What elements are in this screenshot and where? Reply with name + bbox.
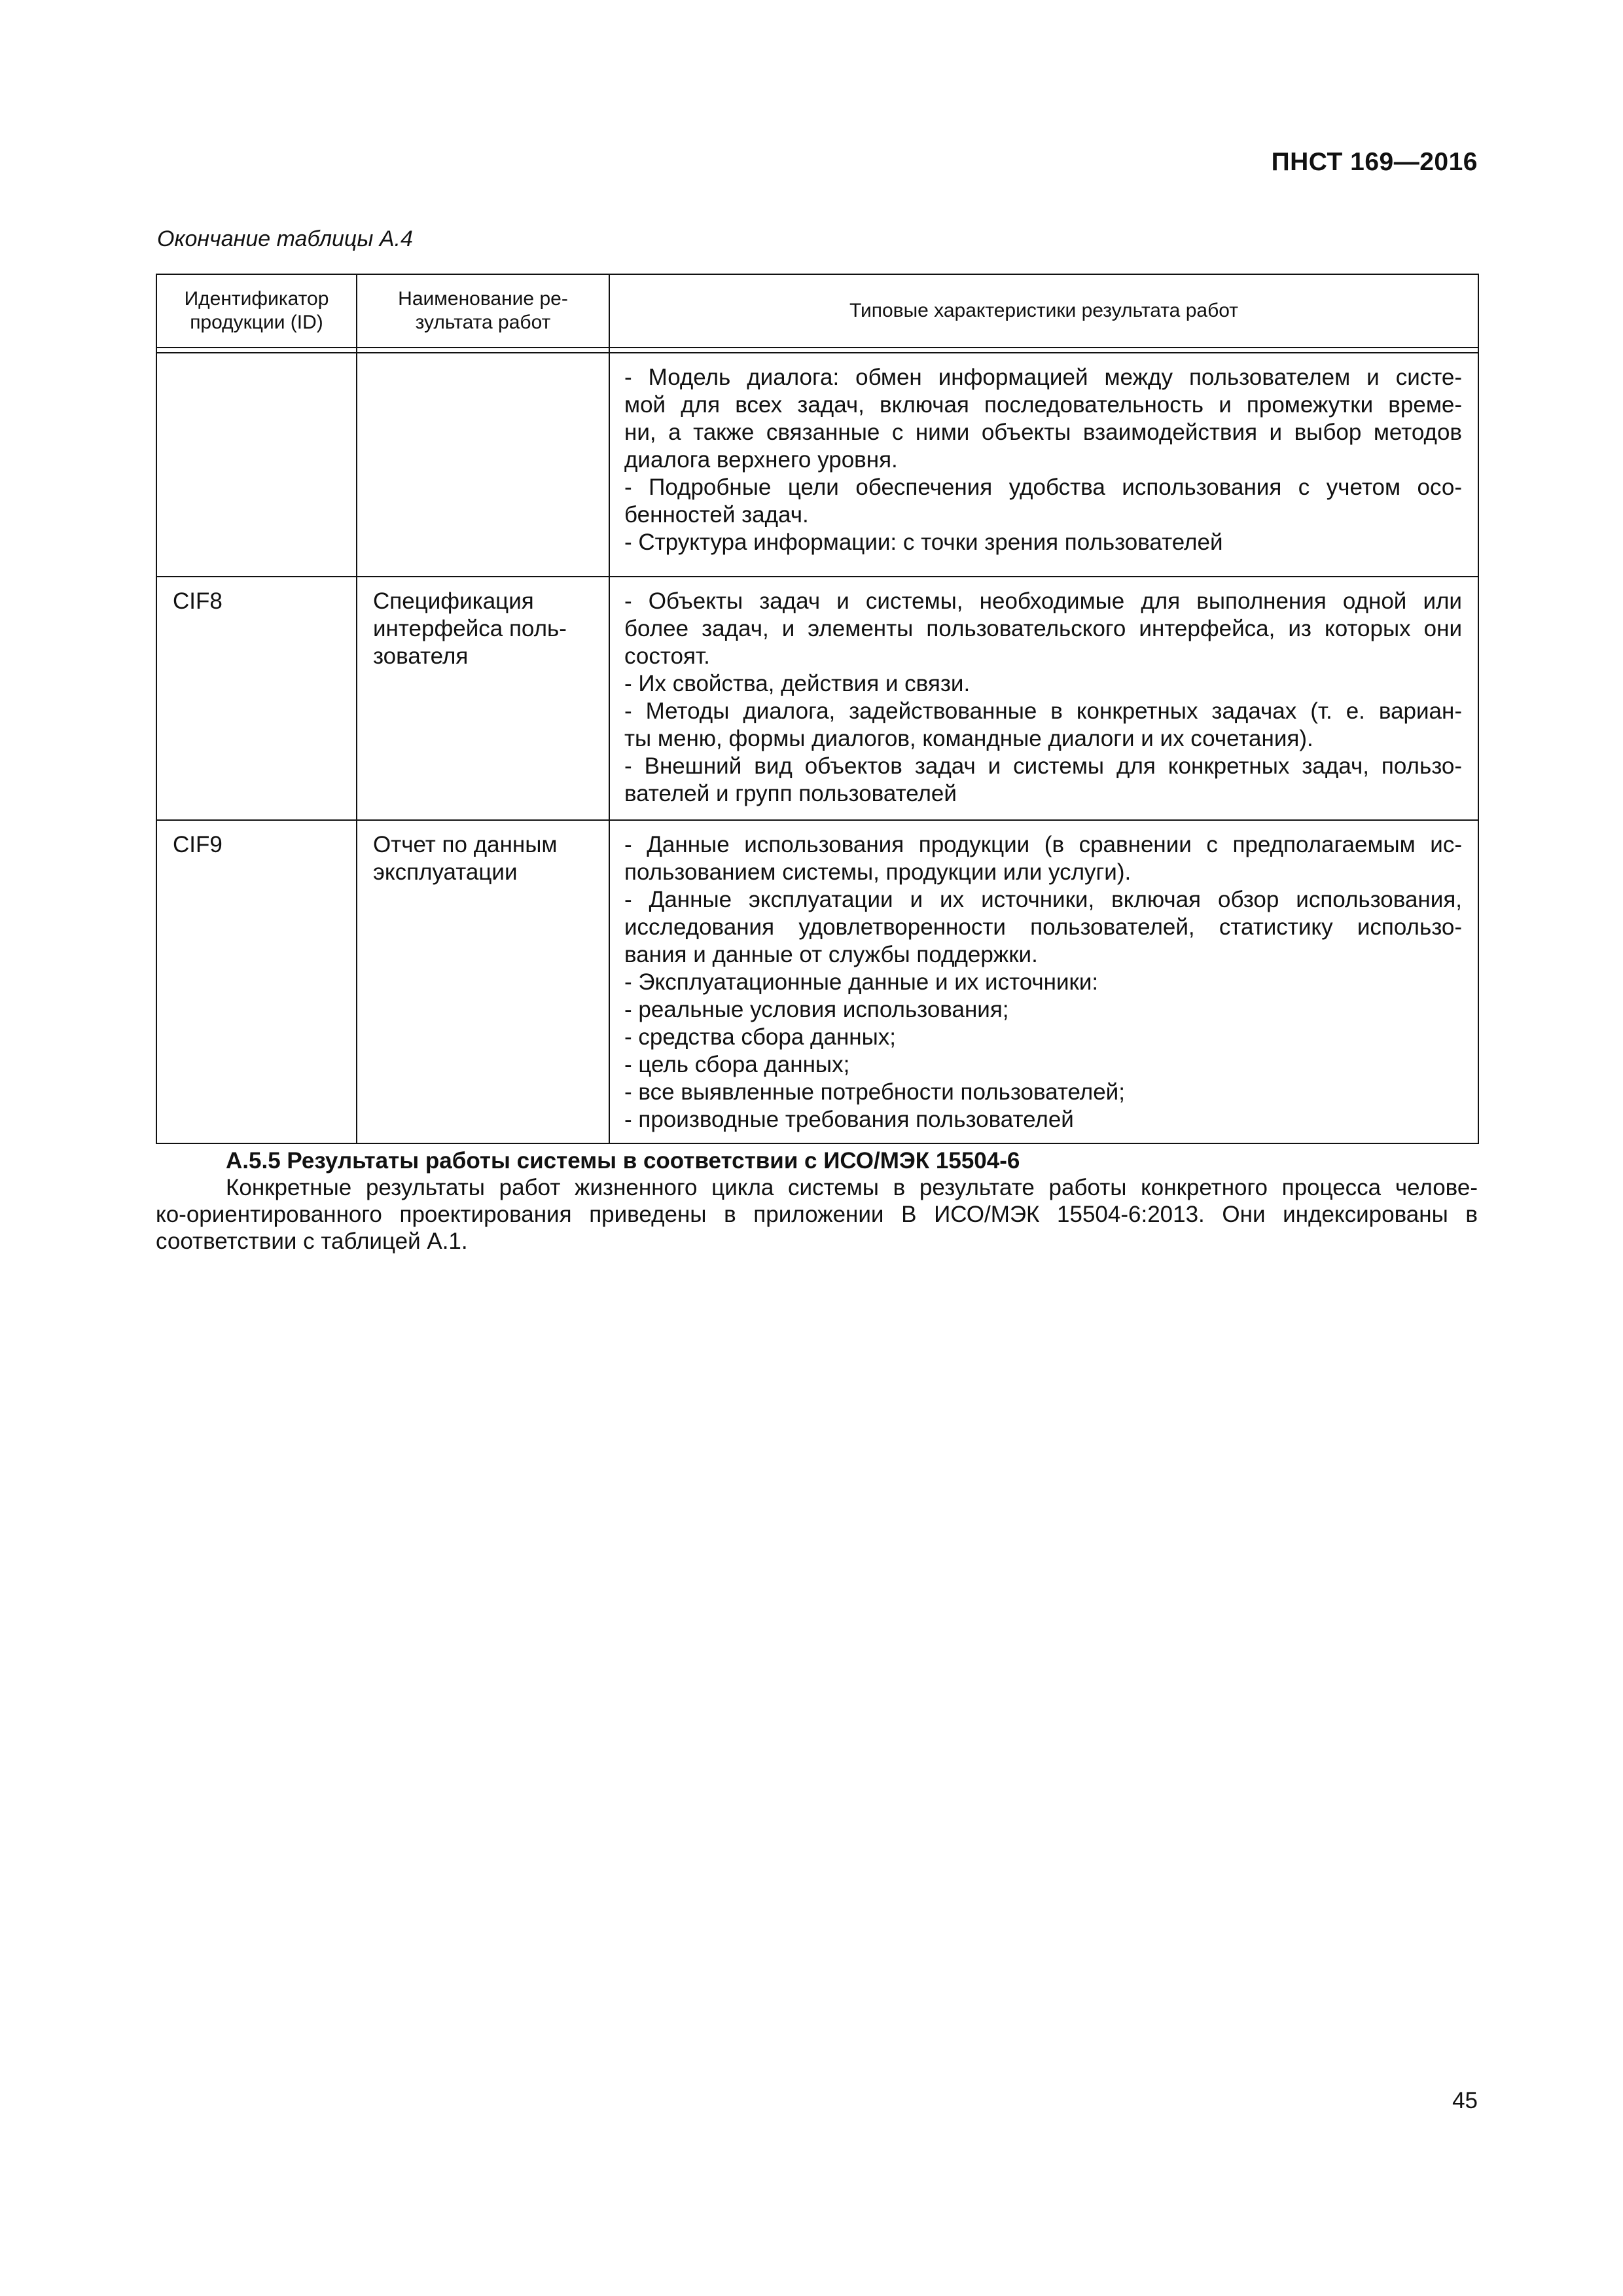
table-caption: Окончание таблицы А.4 bbox=[157, 226, 413, 251]
description-line: - Подробные цели обеспечения удобства использования с учетом осо- bbox=[624, 475, 1462, 500]
description-line: - цель сбора данных; bbox=[624, 1052, 850, 1077]
header-separator bbox=[156, 348, 1478, 353]
description-line: - Эксплуатационные данные и их источники: bbox=[624, 969, 1099, 995]
name-line: эксплуатации bbox=[373, 859, 518, 885]
cell-id: CIF8 bbox=[156, 577, 357, 820]
description-line: - Структура информации: с точки зрения пользователей bbox=[624, 529, 1223, 555]
column-header-line: зультата работ bbox=[415, 312, 551, 333]
description-line: - Данные эксплуатации и их источники, включая обзор использования, bbox=[624, 887, 1462, 912]
column-header-characteristics bbox=[609, 274, 1478, 348]
description-line: - все выявленные потребности пользователей; bbox=[624, 1079, 1125, 1105]
table-row bbox=[156, 820, 1478, 1143]
description-line: бенностей задач. bbox=[624, 502, 809, 528]
description-line: более задач, и элементы пользовательского интерфейса, из которых они bbox=[624, 616, 1462, 641]
description-line: вания и данные от службы поддержки. bbox=[624, 942, 1038, 967]
column-header-id bbox=[156, 274, 357, 348]
cell-description bbox=[609, 577, 1478, 820]
name-line: зователя bbox=[373, 643, 469, 669]
paragraph-line: Конкретные результаты работ жизненного цикла системы в результате работы конкретного процесса челове- bbox=[226, 1175, 1478, 1200]
description-line: - Внешний вид объектов задач и системы для конкретных задач, пользо- bbox=[624, 753, 1462, 779]
description-line: диалога верхнего уровня. bbox=[624, 447, 898, 473]
description-line: - Методы диалога, задействованные в конкретных задачах (т. е. вариан- bbox=[624, 698, 1462, 724]
cell-id: CIF9 bbox=[156, 820, 357, 1143]
name-line: Отчет по данным bbox=[373, 832, 558, 857]
page-number: 45 bbox=[1452, 2088, 1478, 2113]
column-header-line: Идентификатор bbox=[184, 288, 329, 310]
cell-id bbox=[156, 353, 357, 577]
description-line: - Данные использования продукции (в сравнении с предполагаемым ис- bbox=[624, 832, 1462, 857]
description-line: мой для всех задач, включая последовательность и промежутки време- bbox=[624, 392, 1462, 418]
cell-name bbox=[357, 353, 609, 577]
results-table bbox=[156, 274, 1479, 1144]
description-line: - Объекты задач и системы, необходимые для выполнения одной или bbox=[624, 588, 1462, 614]
description-line: - производные требования пользователей bbox=[624, 1107, 1074, 1132]
column-header-line: продукции (ID) bbox=[190, 312, 323, 333]
description-line: вателей и групп пользователей bbox=[624, 781, 957, 806]
name-line: интерфейса поль- bbox=[373, 616, 567, 641]
description-line: пользованием системы, продукции или услуги). bbox=[624, 859, 1132, 885]
table-row bbox=[156, 353, 1478, 577]
column-header-name bbox=[357, 274, 609, 348]
paragraph-line: соответствии с таблицей А.1. bbox=[156, 1229, 468, 1254]
description-line: - реальные условия использования; bbox=[624, 997, 1009, 1022]
name-line: Спецификация bbox=[373, 588, 534, 614]
description-line: состоят. bbox=[624, 643, 710, 669]
cell-name bbox=[357, 577, 609, 820]
cell-name bbox=[357, 820, 609, 1143]
cell-description bbox=[609, 353, 1478, 577]
description-line: ты меню, формы диалогов, командные диалоги и их сочетания). bbox=[624, 726, 1313, 751]
description-line: исследования удовлетворенности пользователей, статистику использо- bbox=[624, 914, 1462, 940]
paragraph-line: ко-ориентированного проектирования приведены в приложении В ИСО/МЭК 15504-6:2013. Они индексированы в bbox=[156, 1202, 1478, 1227]
section-paragraph bbox=[156, 1174, 1478, 1255]
column-header-line: Типовые характеристики результата работ bbox=[849, 300, 1239, 321]
table-row bbox=[156, 577, 1478, 820]
description-line: ни, а также связанные с ними объекты взаимодействия и выбор методов bbox=[624, 420, 1462, 445]
column-header-line: Наименование ре- bbox=[398, 288, 568, 310]
description-line: - средства сбора данных; bbox=[624, 1024, 896, 1050]
cell-description bbox=[609, 820, 1478, 1143]
description-line: - Их свойства, действия и связи. bbox=[624, 671, 971, 696]
section-heading: А.5.5 Результаты работы системы в соответствии с ИСО/МЭК 15504-6 bbox=[226, 1148, 1020, 1174]
description-line: - Модель диалога: обмен информацией между пользователем и систе- bbox=[624, 365, 1462, 390]
document-code: ПНСТ 169—2016 bbox=[1271, 148, 1478, 176]
table-header-row bbox=[156, 274, 1478, 348]
